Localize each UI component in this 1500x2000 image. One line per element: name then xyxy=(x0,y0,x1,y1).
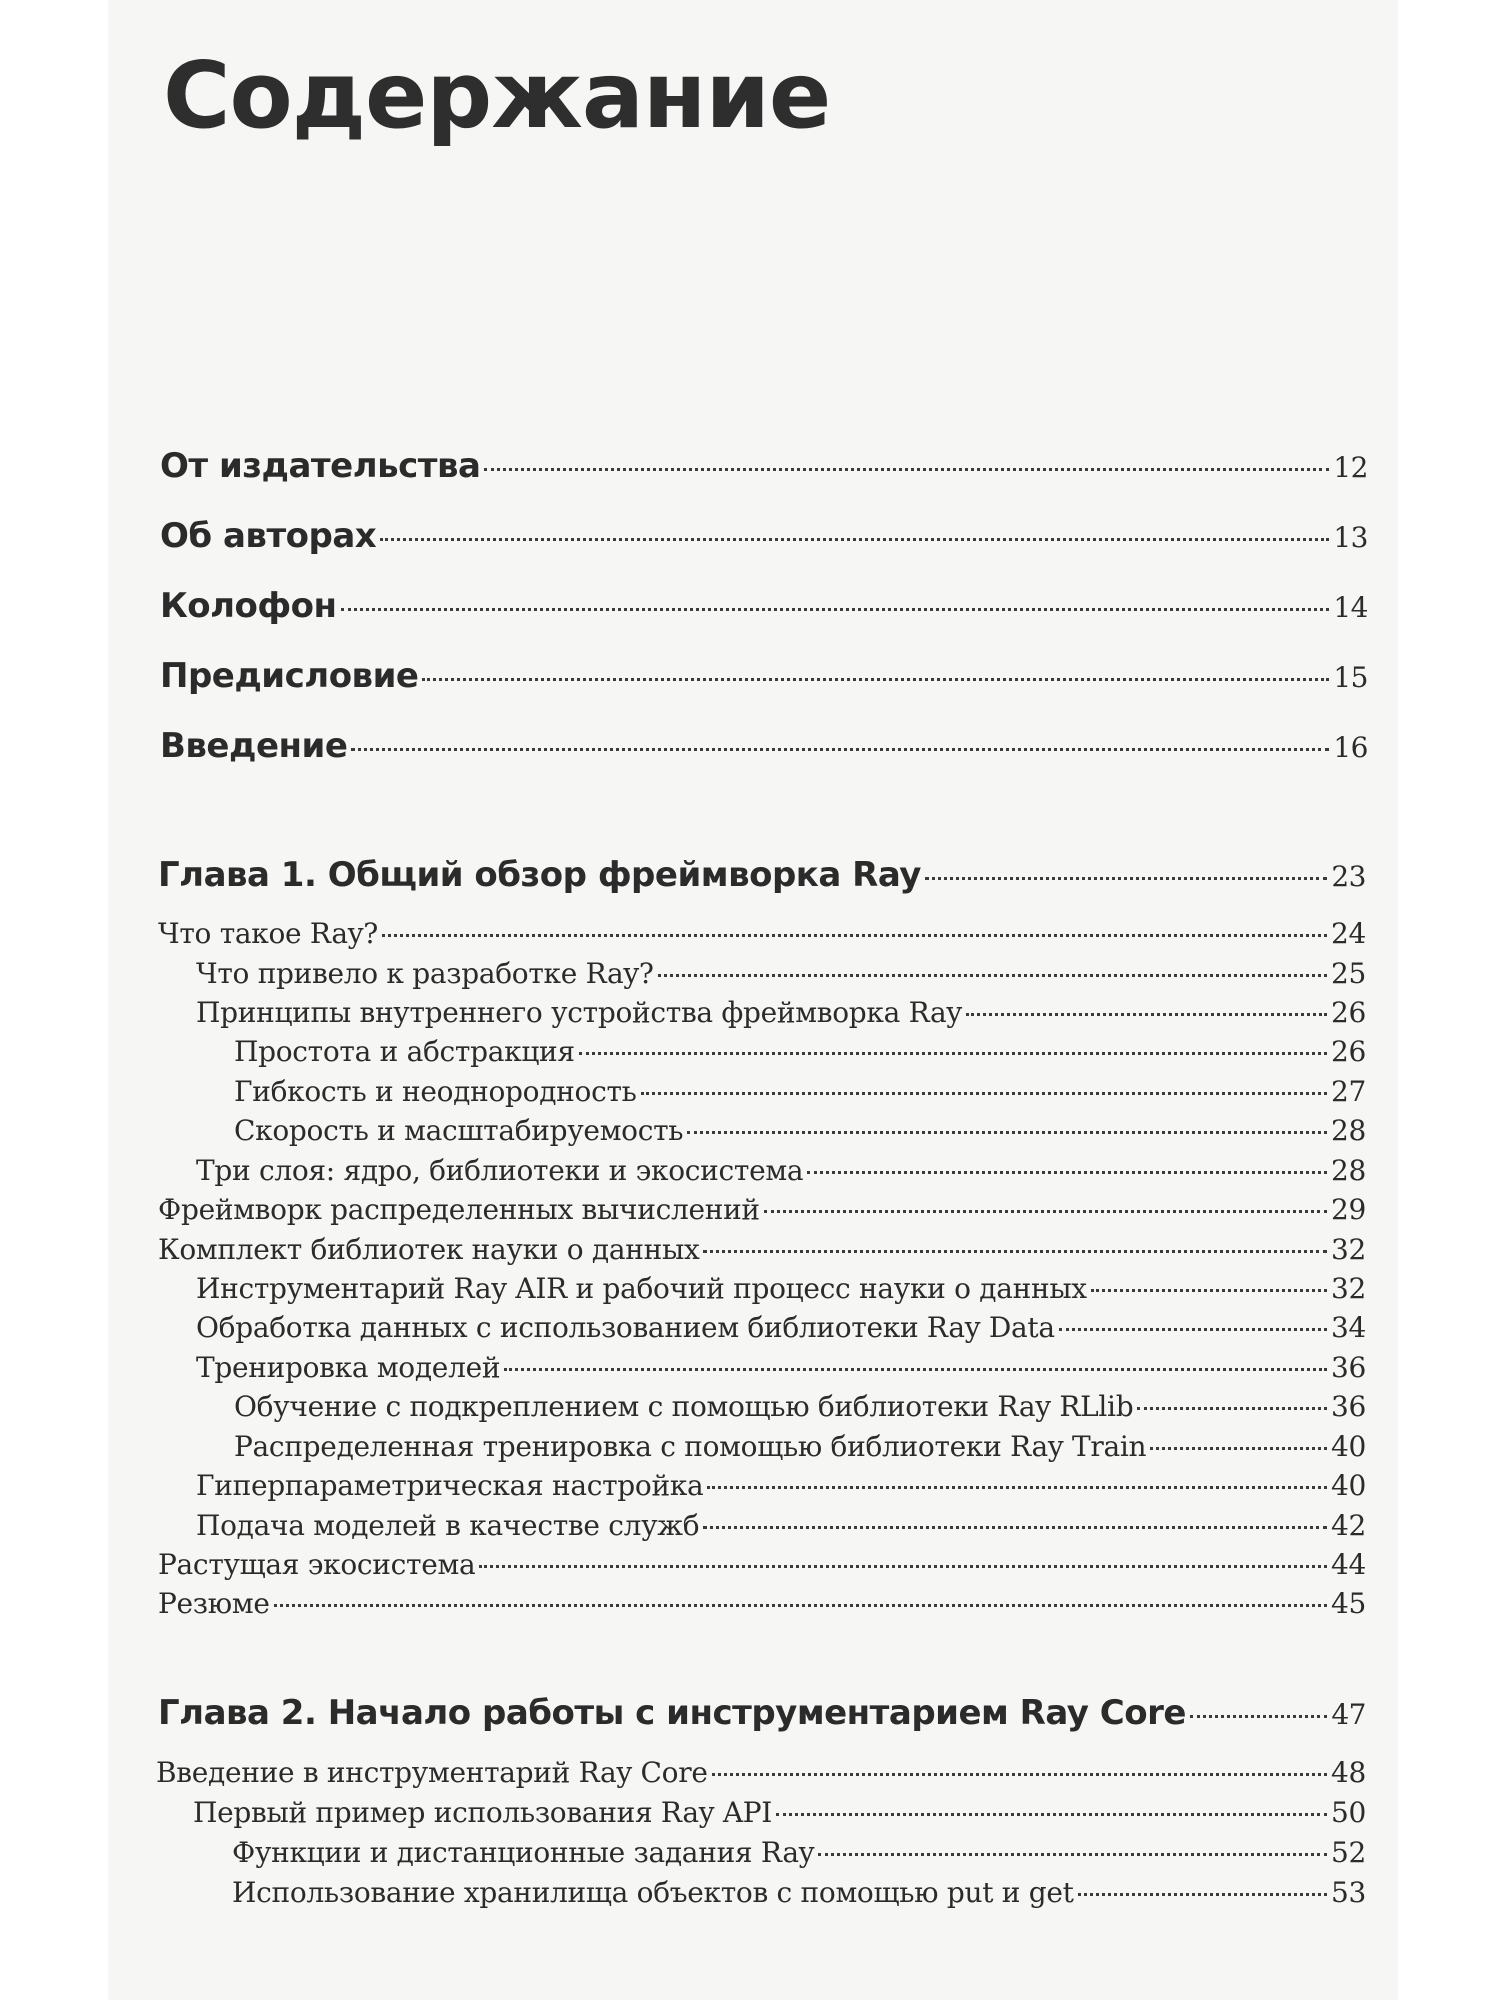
toc-label: Растущая экосистема xyxy=(158,1548,476,1581)
toc-entry[interactable] xyxy=(196,1509,1366,1542)
toc-page-number: 32 xyxy=(1330,1272,1366,1305)
page-title: Содержание xyxy=(163,42,831,149)
toc-label: Скорость и масштабируемость xyxy=(234,1114,684,1147)
toc-label: Распределенная тренировка с помощью библиотеки Ray Train xyxy=(234,1430,1147,1463)
toc-page-number: 50 xyxy=(1330,1796,1366,1829)
dot-leader xyxy=(579,1052,1327,1055)
toc-page-number: 52 xyxy=(1330,1836,1366,1869)
dot-leader xyxy=(1091,1289,1327,1292)
toc-page-number: 44 xyxy=(1330,1548,1366,1581)
toc-entry[interactable] xyxy=(196,1272,1366,1305)
toc-entry[interactable] xyxy=(234,1035,1366,1068)
toc-label: Обучение с подкреплением с помощью библиотеки Ray RLlib xyxy=(234,1390,1134,1423)
dot-leader xyxy=(1078,1893,1327,1896)
dot-leader xyxy=(274,1604,1327,1607)
toc-label: Резюме xyxy=(158,1587,270,1620)
toc-entry[interactable] xyxy=(193,1796,1366,1829)
toc-page-number: 40 xyxy=(1330,1469,1366,1502)
dot-leader xyxy=(504,1368,1327,1371)
toc-page-number: 13 xyxy=(1333,521,1368,554)
dot-leader xyxy=(1059,1328,1327,1331)
dot-leader xyxy=(807,1171,1327,1174)
toc-page-number: 47 xyxy=(1331,1698,1366,1731)
toc-label: Простота и абстракция xyxy=(234,1035,575,1068)
toc-entry[interactable] xyxy=(196,1469,1366,1502)
toc-page-number: 29 xyxy=(1330,1193,1366,1226)
dot-leader xyxy=(1137,1407,1327,1410)
toc-label: Подача моделей в качестве служб xyxy=(196,1509,700,1542)
toc-page-number: 16 xyxy=(1333,731,1368,764)
toc-entry[interactable] xyxy=(196,1351,1366,1384)
dot-leader xyxy=(712,1773,1327,1776)
toc-label: Что привело к разработке Ray? xyxy=(196,957,654,990)
toc-label: Инструментарий Ray AIR и рабочий процесс науки о данных xyxy=(196,1272,1087,1305)
dot-leader xyxy=(776,1813,1327,1816)
dot-leader xyxy=(1150,1447,1327,1450)
toc-page-number: 28 xyxy=(1330,1154,1366,1187)
toc-entry[interactable] xyxy=(158,1233,1366,1266)
toc-page-number: 24 xyxy=(1330,917,1366,950)
toc-page-number: 40 xyxy=(1330,1430,1366,1463)
toc-page-number: 36 xyxy=(1330,1390,1366,1423)
toc-entry[interactable] xyxy=(234,1390,1366,1423)
toc-entry-from-publisher[interactable] xyxy=(160,446,1368,486)
toc-label: Введение xyxy=(160,726,348,766)
dot-leader xyxy=(703,1526,1327,1529)
toc-label: Предисловие xyxy=(160,656,419,696)
toc-page-number: 26 xyxy=(1330,1035,1366,1068)
toc-chapter-2-heading[interactable] xyxy=(158,1693,1366,1733)
dot-leader xyxy=(1190,1715,1327,1718)
toc-label: Комплект библиотек науки о данных xyxy=(158,1233,700,1266)
toc-label: Функции и дистанционные задания Ray xyxy=(232,1836,815,1869)
dot-leader xyxy=(484,468,1329,471)
dot-leader xyxy=(703,1250,1327,1253)
toc-page-number: 27 xyxy=(1330,1075,1366,1108)
toc-label: Первый пример использования Ray API xyxy=(193,1796,773,1829)
toc-entry[interactable] xyxy=(156,1756,1366,1789)
toc-label: Введение в инструментарий Ray Core xyxy=(156,1756,708,1789)
toc-entry[interactable] xyxy=(196,1311,1366,1344)
toc-entry[interactable] xyxy=(158,1548,1366,1581)
toc-page-number: 15 xyxy=(1333,661,1368,694)
toc-label: Обработка данных с использованием библиотеки Ray Data xyxy=(196,1311,1055,1344)
toc-label: Использование хранилища объектов с помощью put и get xyxy=(232,1876,1074,1909)
dot-leader xyxy=(341,608,1330,611)
toc-page-number: 12 xyxy=(1333,451,1368,484)
toc-entry[interactable] xyxy=(158,1193,1366,1226)
toc-entry-colophon[interactable] xyxy=(160,586,1368,626)
toc-page-number: 14 xyxy=(1333,591,1368,624)
toc-page-number: 26 xyxy=(1330,996,1366,1029)
toc-entry[interactable] xyxy=(232,1836,1366,1869)
toc-label: Гиперпараметрическая настройка xyxy=(196,1469,704,1502)
dot-leader xyxy=(818,1853,1327,1856)
toc-entry[interactable] xyxy=(196,957,1366,990)
dot-leader xyxy=(351,748,1329,751)
toc-page-number: 25 xyxy=(1330,957,1366,990)
dot-leader xyxy=(380,538,1329,541)
toc-entry[interactable] xyxy=(232,1876,1366,1909)
dot-leader xyxy=(925,877,1327,880)
toc-page-number: 53 xyxy=(1330,1876,1366,1909)
dot-leader xyxy=(641,1092,1327,1095)
dot-leader xyxy=(479,1565,1327,1568)
toc-label: Принципы внутреннего устройства фреймворка Ray xyxy=(196,996,962,1029)
toc-entry-preface[interactable] xyxy=(160,656,1368,696)
toc-entry-about-authors[interactable] xyxy=(160,516,1368,556)
toc-entry[interactable] xyxy=(158,917,1366,950)
dot-leader xyxy=(764,1210,1327,1213)
toc-label: Гибкость и неоднородность xyxy=(234,1075,637,1108)
toc-entry-introduction[interactable] xyxy=(160,726,1368,766)
toc-entry[interactable] xyxy=(234,1075,1366,1108)
toc-label: Об авторах xyxy=(160,516,377,556)
toc-entry[interactable] xyxy=(234,1430,1366,1463)
toc-label: Глава 2. Начало работы с инструментарием Ray Core xyxy=(158,1693,1186,1733)
toc-entry[interactable] xyxy=(158,1587,1366,1620)
toc-chapter-1-heading[interactable] xyxy=(158,855,1366,895)
toc-label: Тренировка моделей xyxy=(196,1351,501,1384)
dot-leader xyxy=(422,678,1329,681)
dot-leader xyxy=(687,1131,1327,1134)
toc-page-number: 36 xyxy=(1330,1351,1366,1384)
toc-entry[interactable] xyxy=(196,996,1366,1029)
toc-page-number: 34 xyxy=(1330,1311,1366,1344)
dot-leader xyxy=(707,1486,1327,1489)
dot-leader xyxy=(966,1013,1327,1016)
toc-label: Глава 1. Общий обзор фреймворка Ray xyxy=(158,855,921,895)
toc-entry[interactable] xyxy=(234,1114,1366,1147)
toc-label: Что такое Ray? xyxy=(158,917,378,950)
toc-label: Три слоя: ядро, библиотеки и экосистема xyxy=(196,1154,804,1187)
toc-page-number: 48 xyxy=(1330,1756,1366,1789)
toc-page-number: 42 xyxy=(1330,1509,1366,1542)
toc-page-number: 23 xyxy=(1331,860,1366,893)
toc-label: Колофон xyxy=(160,586,337,626)
toc-page-number: 45 xyxy=(1330,1587,1366,1620)
dot-leader xyxy=(382,934,1327,937)
toc-label: От издательства xyxy=(160,446,481,486)
toc-label: Фреймворк распределенных вычислений xyxy=(158,1193,760,1226)
dot-leader xyxy=(658,974,1327,977)
toc-page-number: 32 xyxy=(1330,1233,1366,1266)
toc-entry[interactable] xyxy=(196,1154,1366,1187)
toc-page-number: 28 xyxy=(1330,1114,1366,1147)
